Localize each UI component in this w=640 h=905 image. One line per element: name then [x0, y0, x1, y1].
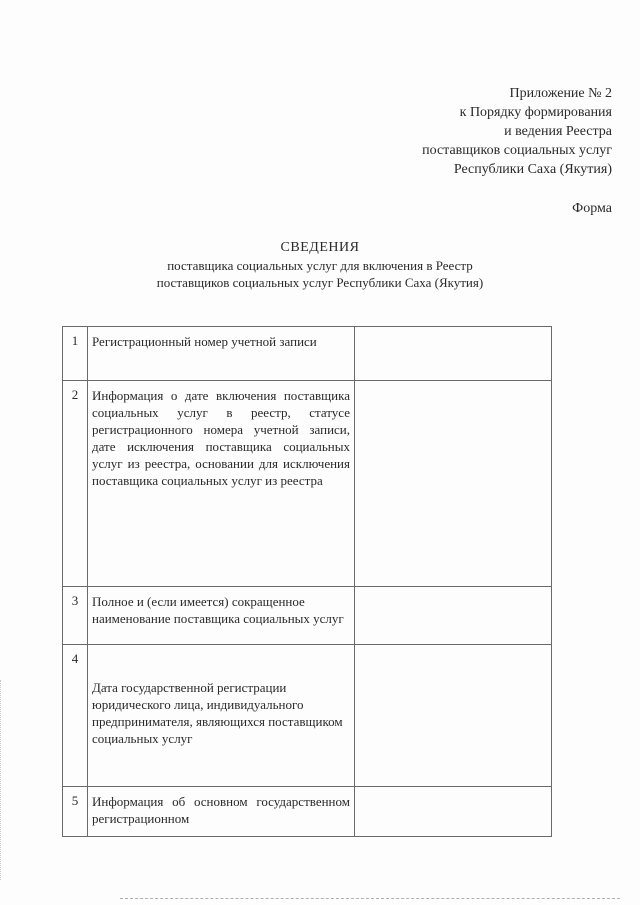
appendix-line: к Порядку формирования — [459, 105, 612, 120]
row-label: Информация об основном государственном регистрационном — [88, 787, 355, 837]
table-row — [63, 381, 552, 587]
form-table — [62, 326, 552, 837]
subtitle-line-1: поставщика социальных услуг для включения в Реестр — [167, 258, 473, 273]
row-number: 1 — [63, 327, 88, 381]
appendix-header — [352, 84, 612, 179]
row-label: Полное и (если имеется) сокращенное наименование поставщика социальных услуг — [88, 587, 355, 645]
row-number: 3 — [63, 587, 88, 645]
row-number: 2 — [63, 381, 88, 587]
table-row — [63, 327, 552, 381]
appendix-line: и ведения Реестра — [504, 124, 612, 139]
subtitle-line-2: поставщиков социальных услуг Республики Саха (Якутия) — [156, 275, 484, 290]
row-label-cell — [88, 645, 355, 787]
row-label: Информация о дате включения поставщика социальных услуг в реестр, статусе регистрационного номера учетной записи, дате исключения поставщика социальных услуг из реестра, основании для исключения поставщика социальных услуг из реестра — [88, 381, 355, 587]
row-value-cell[interactable] — [355, 587, 552, 645]
appendix-line: поставщиков социальных услуг — [422, 143, 612, 158]
document-subtitle — [0, 257, 640, 291]
document-title: СВЕДЕНИЯ — [280, 240, 360, 255]
row-value-cell[interactable] — [355, 327, 552, 381]
appendix-line: Республики Саха (Якутия) — [453, 162, 612, 177]
table-row — [63, 587, 552, 645]
row-label: Дата государственной регистрации юридического лица, индивидуального предпринимателя, являющихся поставщиком социальных услуг — [92, 680, 343, 746]
row-value-cell[interactable] — [355, 787, 552, 837]
page-bottom-divider — [120, 898, 620, 899]
scan-edge-artifact — [0, 680, 3, 880]
row-label: Регистрационный номер учетной записи — [88, 327, 355, 381]
row-number: 4 — [63, 645, 88, 787]
row-value-cell[interactable] — [355, 645, 552, 787]
form-label: Форма — [572, 201, 612, 216]
table-row — [63, 645, 552, 787]
appendix-line: Приложение № 2 — [509, 86, 612, 101]
table-row — [63, 787, 552, 837]
row-number: 5 — [63, 787, 88, 837]
row-value-cell[interactable] — [355, 381, 552, 587]
